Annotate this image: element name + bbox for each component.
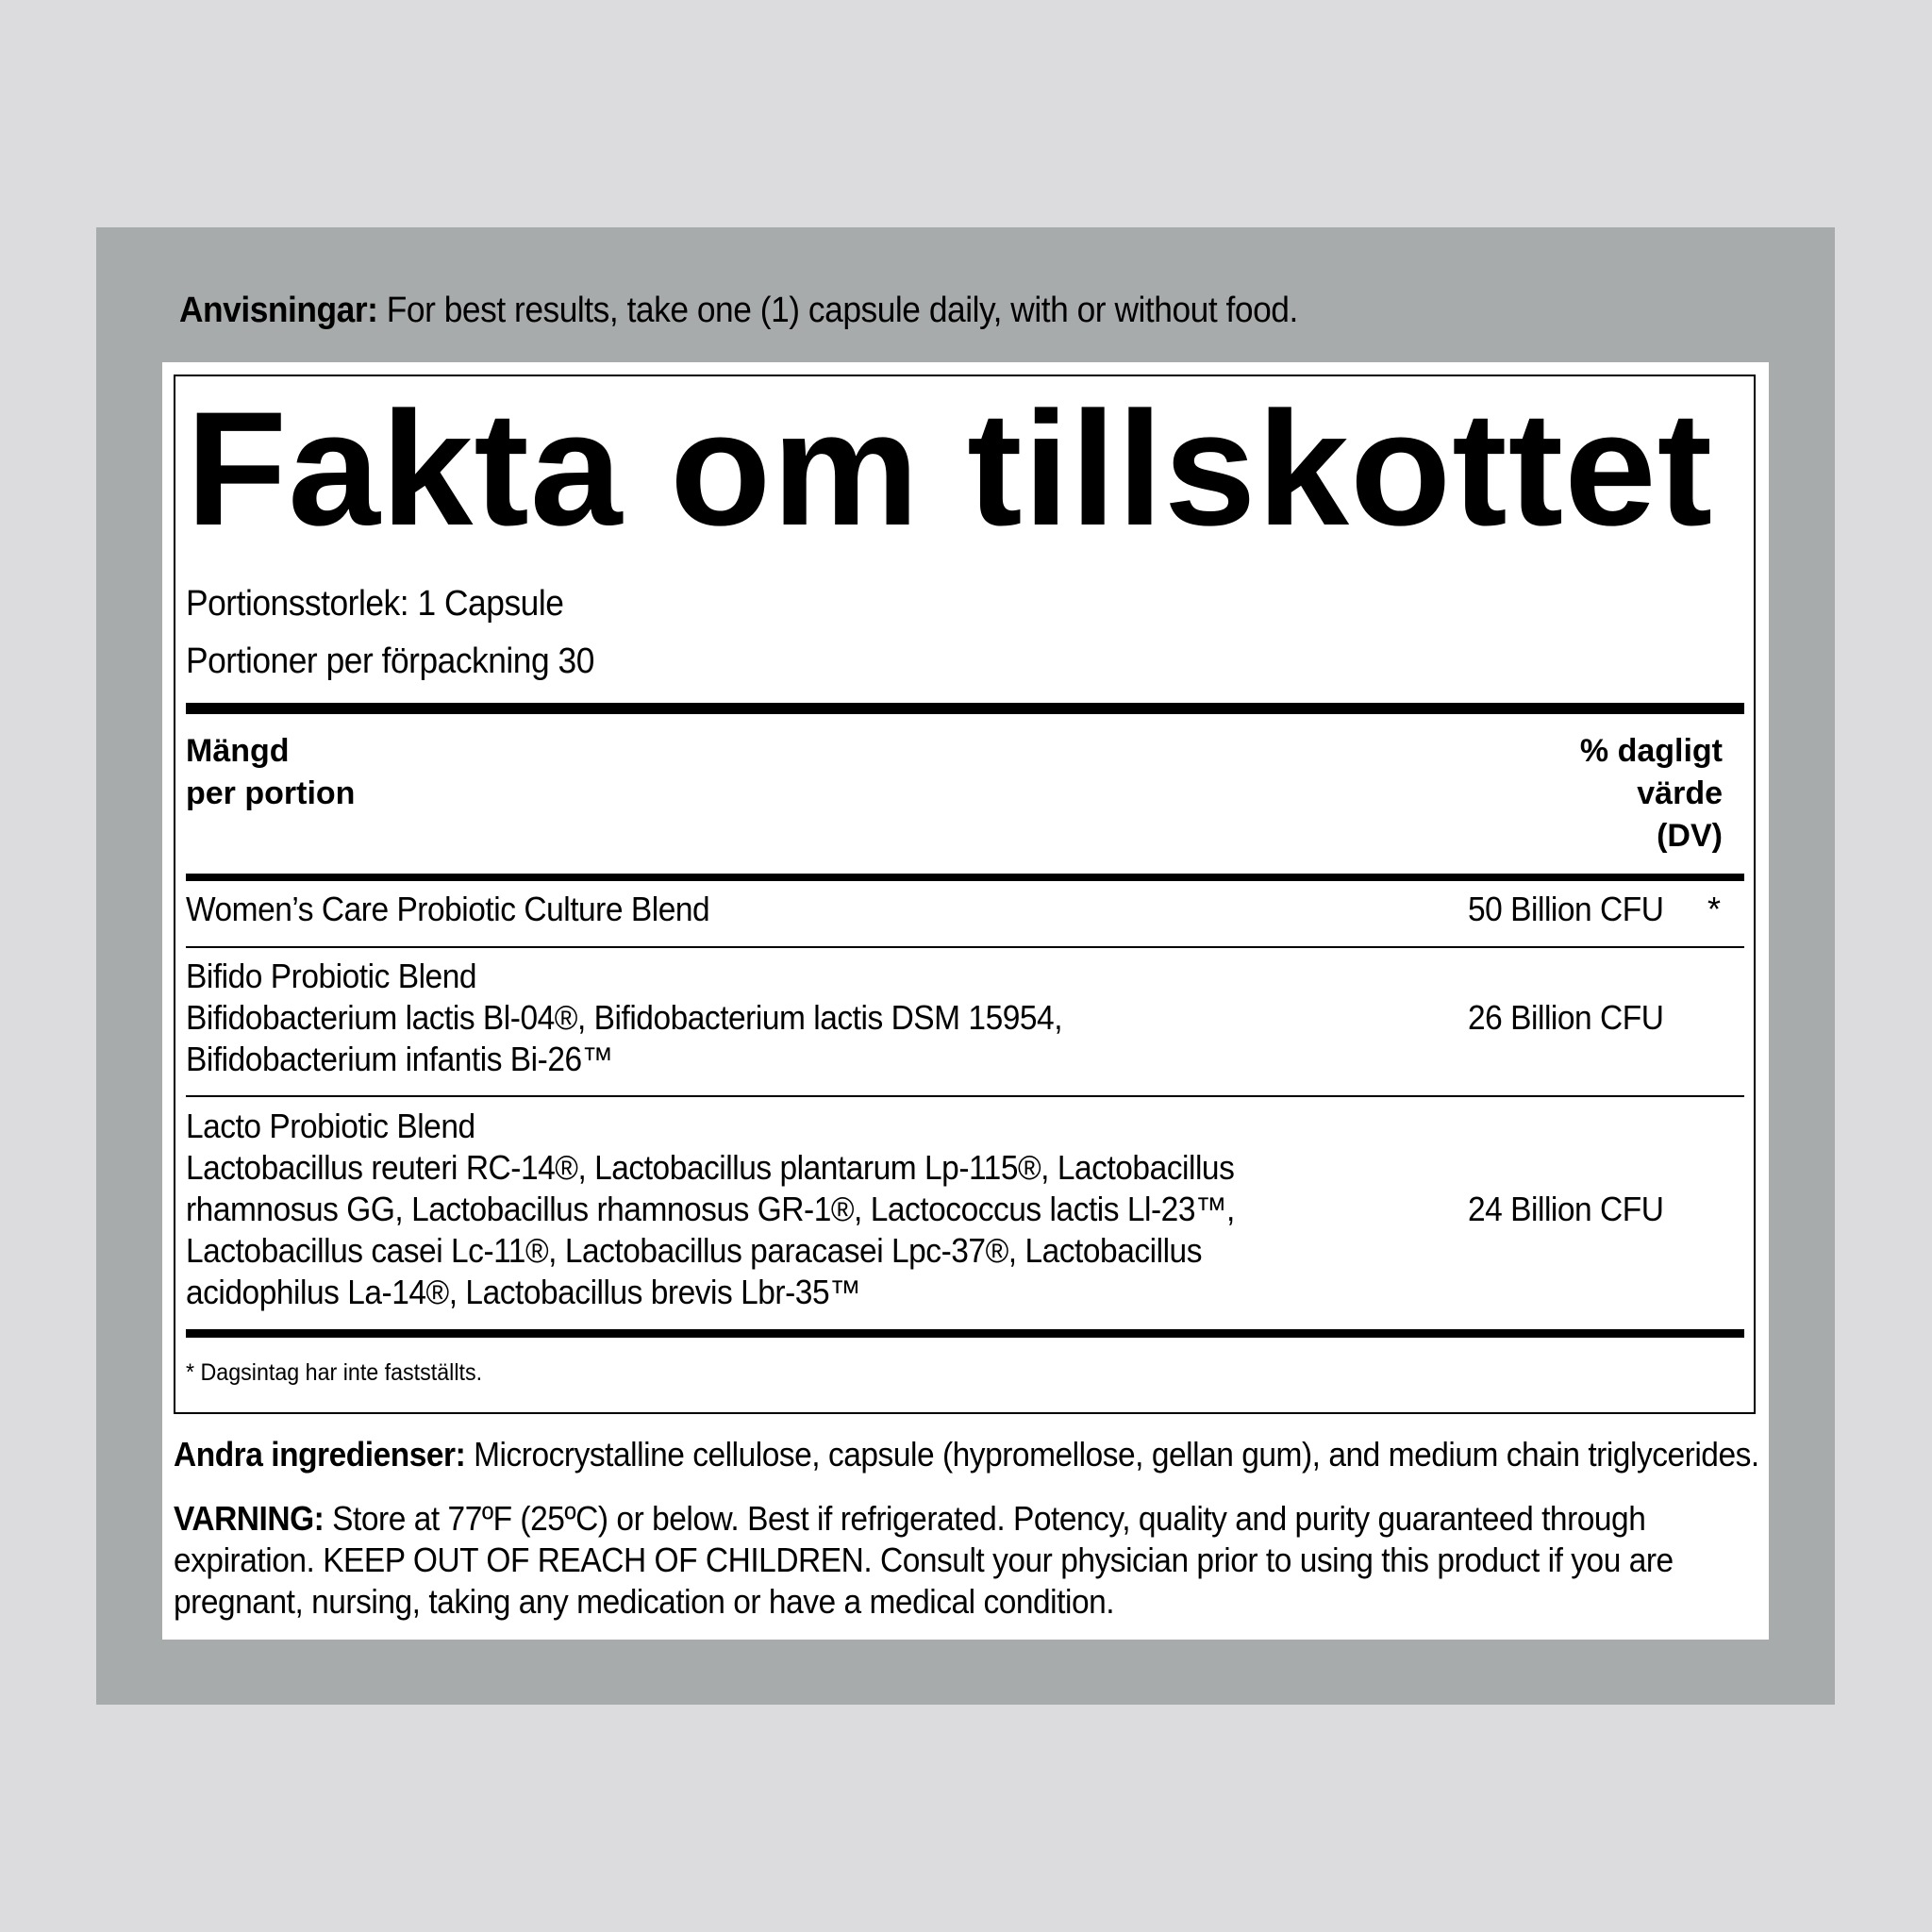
servings-per-container: Portioner per förpackning 30 <box>186 641 594 681</box>
ingredient-row-amount: 26 Billion CFU <box>1468 998 1664 1037</box>
warning <box>174 1498 1779 1623</box>
ingredient-row-amount: 50 Billion CFU <box>1468 890 1664 928</box>
warning-text: Store at 77ºF (25ºC) or below. Best if refrigerated. Potency, quality and purity guaranteed through expiration. KEEP OUT OF REACH OF CHILDREN. Consult your physician prior to using this product if you are pregnant, nursing, taking any medication or have a medical condition. <box>174 1499 1674 1621</box>
other-ingredients-label: Andra ingredienser: <box>174 1435 466 1474</box>
ingredient-row-amount: 24 Billion CFU <box>1468 1190 1664 1228</box>
amount-per-serving-header: Mängd per portion <box>186 733 356 811</box>
daily-value-header: % dagligt värde (DV) <box>1579 733 1723 854</box>
other-ingredients-text: Microcrystalline cellulose, capsule (hypromellose, gellan gum), and medium chain triglycerides. <box>465 1435 1759 1474</box>
thick-rule-bottom <box>186 1329 1744 1338</box>
ingredient-row-name: Bifido Probiotic Blend Bifidobacterium lactis Bl-04®, Bifidobacterium lactis DSM 15954, Bifidobacterium infantis Bi-26™ <box>186 957 1063 1078</box>
directions-text: For best results, take one (1) capsule daily, with or without food. <box>377 291 1298 330</box>
ingredient-row-name: Lacto Probiotic Blend Lactobacillus reuteri RC-14®, Lactobacillus plantarum Lp-115®, Lactobacillus rhamnosus GG, Lactobacillus rhamnosus GR-1®, Lactococcus lactis Ll-23™, Lactobacillus casei Lc-11®, Lactobacillus paracasei Lpc-37®, Lactobacillus acidophilus La-14®, Lactobacillus brevis Lbr-35™ <box>186 1107 1235 1311</box>
dv-footnote: * Dagsintag har inte fastställts. <box>186 1359 483 1386</box>
row-divider <box>186 1095 1744 1097</box>
serving-size: Portionsstorlek: 1 Capsule <box>186 584 564 624</box>
directions-label: Anvisningar: <box>179 291 378 330</box>
supplement-facts-title: Fakta om tillskottet <box>186 378 1714 559</box>
other-ingredients <box>174 1434 1779 1475</box>
ingredient-row-dv: * <box>1707 890 1722 928</box>
row-divider <box>186 946 1744 948</box>
medium-rule <box>186 874 1744 881</box>
warning-label: VARNING: <box>174 1499 325 1538</box>
thick-rule-top <box>186 703 1744 714</box>
ingredient-row-name: Women’s Care Probiotic Culture Blend <box>186 890 710 928</box>
directions <box>179 288 1298 333</box>
